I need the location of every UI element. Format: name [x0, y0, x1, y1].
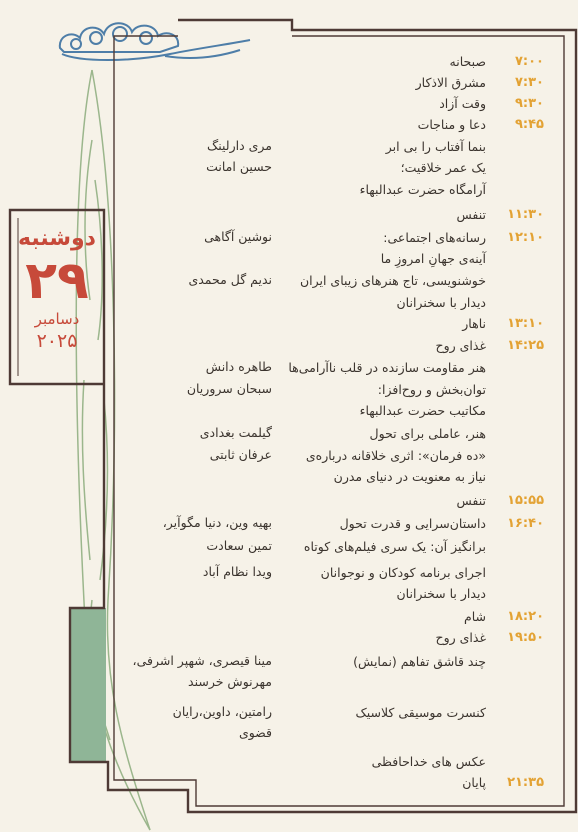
schedule-time: ۲۱:۳۵ [507, 775, 544, 790]
schedule-title: کنسرت موسیقی کلاسیک [355, 705, 486, 720]
schedule-time: ۹:۳۰ [514, 96, 544, 111]
schedule-title: بنما آفتاب را بی ابر [385, 139, 486, 154]
schedule-title: مشرق الاذکار [415, 75, 486, 90]
cloud-ornament-icon [60, 23, 250, 60]
schedule-time: ۱۵:۵۵ [507, 493, 544, 508]
schedule-title: نیاز به معنویت در دنیای مدرن [333, 469, 486, 484]
weekday-label: دوشنبه [18, 226, 96, 251]
schedule-time: ۱۱:۳۰ [507, 207, 544, 222]
schedule-title: دعا و مناجات [417, 117, 486, 132]
schedule-time: ۱۳:۱۰ [507, 316, 544, 331]
schedule-speaker: عرفان ثابتی [209, 447, 272, 462]
schedule-speaker: مینا قیصری، شهپر اشرفی، [132, 653, 272, 668]
schedule-title: صبحانه [449, 54, 486, 69]
schedule-title: تنفس [456, 207, 486, 222]
schedule-title: عکس های خداحافظی [371, 754, 486, 769]
schedule-title: چند قاشق تفاهم (نمایش) [353, 654, 486, 669]
schedule-speaker: بهیه وین، دنیا مگوآیر، [162, 515, 272, 530]
schedule-title: غذای روح [435, 630, 486, 645]
schedule-title: برانگیز آن: یک سری فیلم‌های کوتاه [303, 539, 486, 554]
schedule-time: ۷:۳۰ [514, 75, 544, 90]
schedule-time: ۱۲:۱۰ [507, 230, 544, 245]
schedule-speaker: مری دارلینگ [207, 138, 272, 153]
schedule-title: غذای روح [435, 338, 486, 353]
schedule-title: دیدار با سخنرانان [396, 295, 486, 310]
month-label: دسامبر [34, 310, 80, 328]
schedule-title: اجرای برنامه کودکان و نوجوانان [320, 565, 486, 580]
day-number: ۲۹ [25, 251, 89, 311]
schedule-speaker: طاهره دانش [205, 359, 272, 374]
frame-inner [114, 36, 564, 806]
schedule-title: هنر مقاومت سازنده در قلب ناآرامی‌ها [288, 360, 486, 375]
schedule-speaker: تمین سعادت [206, 538, 272, 553]
schedule-title: شام [463, 609, 486, 624]
schedule-time: ۱۹:۵۰ [507, 630, 544, 645]
schedule-title: پایان [462, 775, 486, 790]
schedule-time: ۱۴:۲۵ [507, 338, 544, 353]
schedule-title: هنر، عاملی برای تحول [369, 426, 486, 441]
schedule-title: خوشنویسی، تاج هنرهای زیبای ایران [299, 273, 486, 288]
schedule-title: مکاتیب حضرت عبدالبهاء [359, 403, 486, 418]
schedule-time: ۹:۴۵ [514, 117, 544, 132]
schedule-time: ۱۸:۲۰ [507, 609, 544, 624]
schedule-speaker: مهرنوش خرسند [188, 674, 272, 689]
schedule-title: وقت آزاد [439, 96, 486, 111]
schedule-speaker: گیلمت بغدادی [199, 425, 272, 440]
schedule-speaker: قضوی [238, 725, 272, 740]
schedule-title: آینه‌ی جهانِ امروزِ ما [380, 251, 486, 266]
schedule-title: «ده فرمان»: اثری خلاقانه درباره‌ی [305, 448, 486, 463]
schedule-title: تنفس [456, 493, 486, 508]
schedule-title: داستان‌سرایی و قدرت تحول [339, 516, 486, 531]
schedule-speaker: ندیم گل محمدی [188, 272, 272, 287]
schedule-speaker: ویدا نظام آباد [202, 564, 272, 579]
schedule-speaker: رامتین، داوین،رایان [172, 704, 272, 719]
schedule-speaker: نوشین آگاهی [204, 229, 272, 244]
schedule-title: یک عمر خلاقیت؛ [400, 160, 486, 175]
schedule-speaker: سبحان سروریان [186, 381, 272, 396]
schedule-title: آرامگاه حضرت عبدالبهاء [359, 182, 486, 197]
schedule-time: ۷:۰۰ [514, 54, 544, 69]
green-accent-block [70, 608, 106, 762]
schedule-title: ناهار [462, 316, 486, 331]
schedule-title: رسانه‌های اجتماعی: [383, 230, 486, 245]
schedule-time: ۱۶:۴۰ [507, 516, 544, 531]
schedule-title: توان‌بخش و روح‌افزا: [377, 382, 486, 397]
schedule-speaker: حسین امانت [206, 159, 272, 174]
date-block [10, 225, 104, 353]
year-label: ۲۰۲۵ [36, 330, 78, 352]
schedule-title: دیدار با سخنرانان [396, 586, 486, 601]
